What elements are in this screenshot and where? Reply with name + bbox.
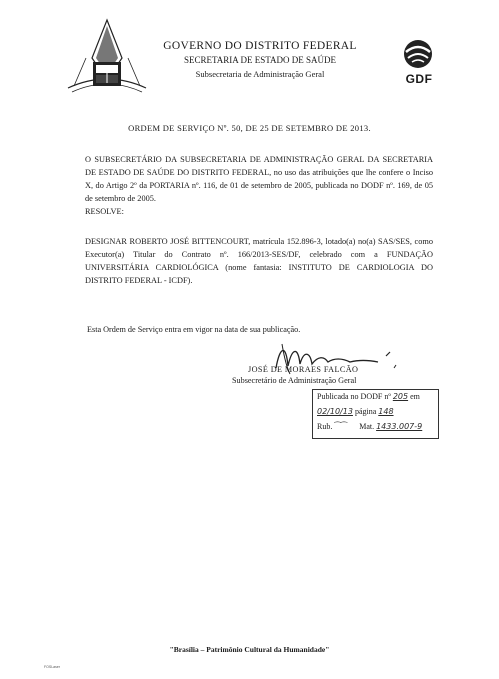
stamp-row-rub [317,422,422,431]
stamp-mat-label: Mat. [359,422,375,431]
gdf-logo-text: GDF [405,72,433,86]
footer-reference: FOSLaser [44,665,60,669]
document-title: ORDEM DE SERVIÇO Nº. 50, DE 25 DE SETEMBRO DE 2013. [128,123,371,133]
stamp-page-label: página [354,407,377,416]
signatory-role: Subsecretário de Administração Geral [232,376,357,385]
effective-date-paragraph: Esta Ordem de Serviço entra em vigor na data de sua publicação. [87,325,301,334]
stamp-row-published [317,392,420,401]
preamble-paragraph: O SUBSECRETÁRIO DA SUBSECRETARIA DE ADMINISTRAÇÃO GERAL DA SECRETARIA DE ESTADO DE SAÚDE DO DISTRITO FEDERAL, no uso das atribuições que lhe confere o Inciso X, do Artigo 2º da PORTARIA nº. 116, de 01 de setembro de 2005, publicada no DODF nº. 169, de 05 de setembro de 2005. [85,155,433,203]
stamp-rub-label: Rub. [317,422,333,431]
header-secretariat: SECRETARIA DE ESTADO DE SAÚDE [183,55,337,65]
stamp-mat-number: 1433.007-9 [376,422,423,431]
header-subsecretariat: Subsecretaria de Administração Geral [195,69,325,79]
footer-motto: "Brasília – Patrimônio Cultural da Humanidade" [169,645,330,654]
stamp-published-number: 205 [392,392,409,401]
header-government: GOVERNO DO DISTRITO FEDERAL [163,40,357,52]
stamp-published-label: Publicada no DODF nº [317,392,391,401]
brasilia-coat-of-arms-logo [66,18,148,100]
signatory-name: JOSÉ DE MORAES FALCÃO [248,365,359,374]
stamp-rub-initials-scribble: ⁀⁀ [334,422,348,431]
stamp-em-label: em [410,392,420,401]
stamp-row-date [317,407,394,416]
stamp-page-number: 148 [378,407,394,416]
publication-stamp [312,389,439,439]
stamp-date: 02/10/13 [317,407,353,416]
resolve-heading: RESOLVE: [85,207,124,216]
designation-paragraph: DESIGNAR ROBERTO JOSÉ BITTENCOURT, matrícula 152.896-3, lotado(a) no(a) SAS/SES, como Executor(a) Titular do Contrato nº. 166/2013-SES/DF, celebrado com a FUNDAÇÃO UNIVERSITÁRIA CARDIOLÓGICA (nome fantasia: INSTITUTO DE CARDIOLOGIA DO DISTRITO FEDERAL - ICDF). [85,237,433,285]
